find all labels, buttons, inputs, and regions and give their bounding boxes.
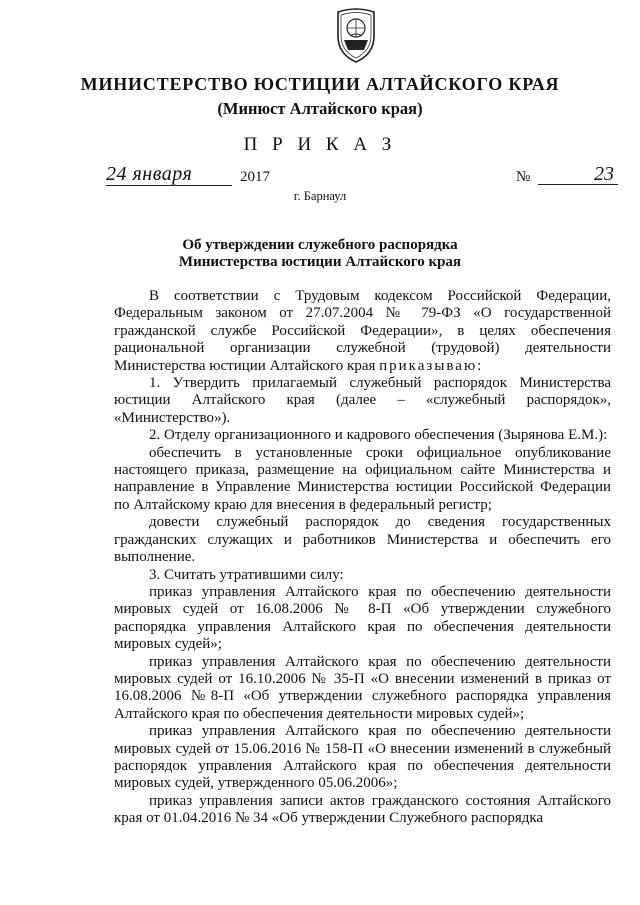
ministry-short-name: (Минюст Алтайского края) [217, 99, 423, 118]
item-1: 1. Утвердить прилагаемый служебный распорядок Министерства юстиции Алтайского края (далее – «служебный распорядок», «Министерство»). [114, 375, 611, 426]
item-3c: приказ управления Алтайского края по обеспечению деятельности мировых судей от 15.06.2016 № 158-П «О внесении изменений в служебный распорядок управления Алтайского края по обеспечения деятельности мировых судей, утвержденного 05.06.2006»; [114, 723, 611, 792]
item-3a: приказ управления Алтайского края по обеспечению деятельности мировых судей от 16.08.2006 № 8-П «Об утверждении служебного распорядка управления Алтайского края по обеспечения деятельности мировых судей»; [114, 583, 611, 653]
document-body [114, 288, 611, 828]
item-3b: приказ управления Алтайского края по обеспечению деятельности мировых судей от 16.10.2006 № 35-П «О внесении изменений в приказ от 16.08.2006 №8-П «Об утверждении служебного распорядка управления Алтайского края по обеспечения деятельности мировых судей»; [114, 653, 611, 722]
number-sign: № [516, 169, 531, 185]
city-name: г. Барнаул [293, 189, 347, 203]
item-3d: приказ управления записи актов гражданского состояния Алтайского края от 01.04.2016 № 34 «Об утверждении Служебного распорядка [114, 792, 611, 827]
intro-paragraph [114, 288, 611, 375]
handwritten-date: 24 января [106, 163, 232, 186]
order-word: приказываю: [379, 357, 484, 374]
document-year: 2017 [240, 169, 270, 185]
handwritten-number: 23 [538, 163, 618, 185]
subject-line-2: Министерства юстиции Алтайского края [178, 254, 462, 270]
ministry-name: МИНИСТЕРСТВО ЮСТИЦИИ АЛТАЙСКОГО КРАЯ [80, 74, 560, 94]
item-3: 3. Считать утратившими силу: [149, 566, 344, 583]
coat-of-arms-emblem [332, 6, 380, 64]
intro-text: В соответствии с Трудовым кодексом Российской Федерации, Федеральным законом от 27.07.2004 № 79-ФЗ «О государственной гражданской службе Российской Федерации», в целях обеспечения рациональной организации служебной (трудовой) деятельности Министерства юстиции Алтайского края [114, 288, 611, 374]
document-subject [0, 237, 640, 271]
subject-line-1: Об утверждении служебного распорядка [182, 237, 458, 253]
item-2: 2. Отделу организационного и кадрового обеспечения (Зырянова Е.М.): [149, 427, 608, 444]
item-2a: обеспечить в установленные сроки официальное опубликование настоящего приказа, размещение на официальном сайте Министерства и направление в Управление Министерства юстиции Российской Федерации по Алтайскому краю для внесения в федеральный регистр; [114, 444, 611, 513]
document-type: П Р И К А З [243, 134, 397, 155]
item-2b: довести служебный распорядок до сведения государственных гражданских служащих и работников Министерства и обеспечить его выполнение. [114, 514, 611, 566]
